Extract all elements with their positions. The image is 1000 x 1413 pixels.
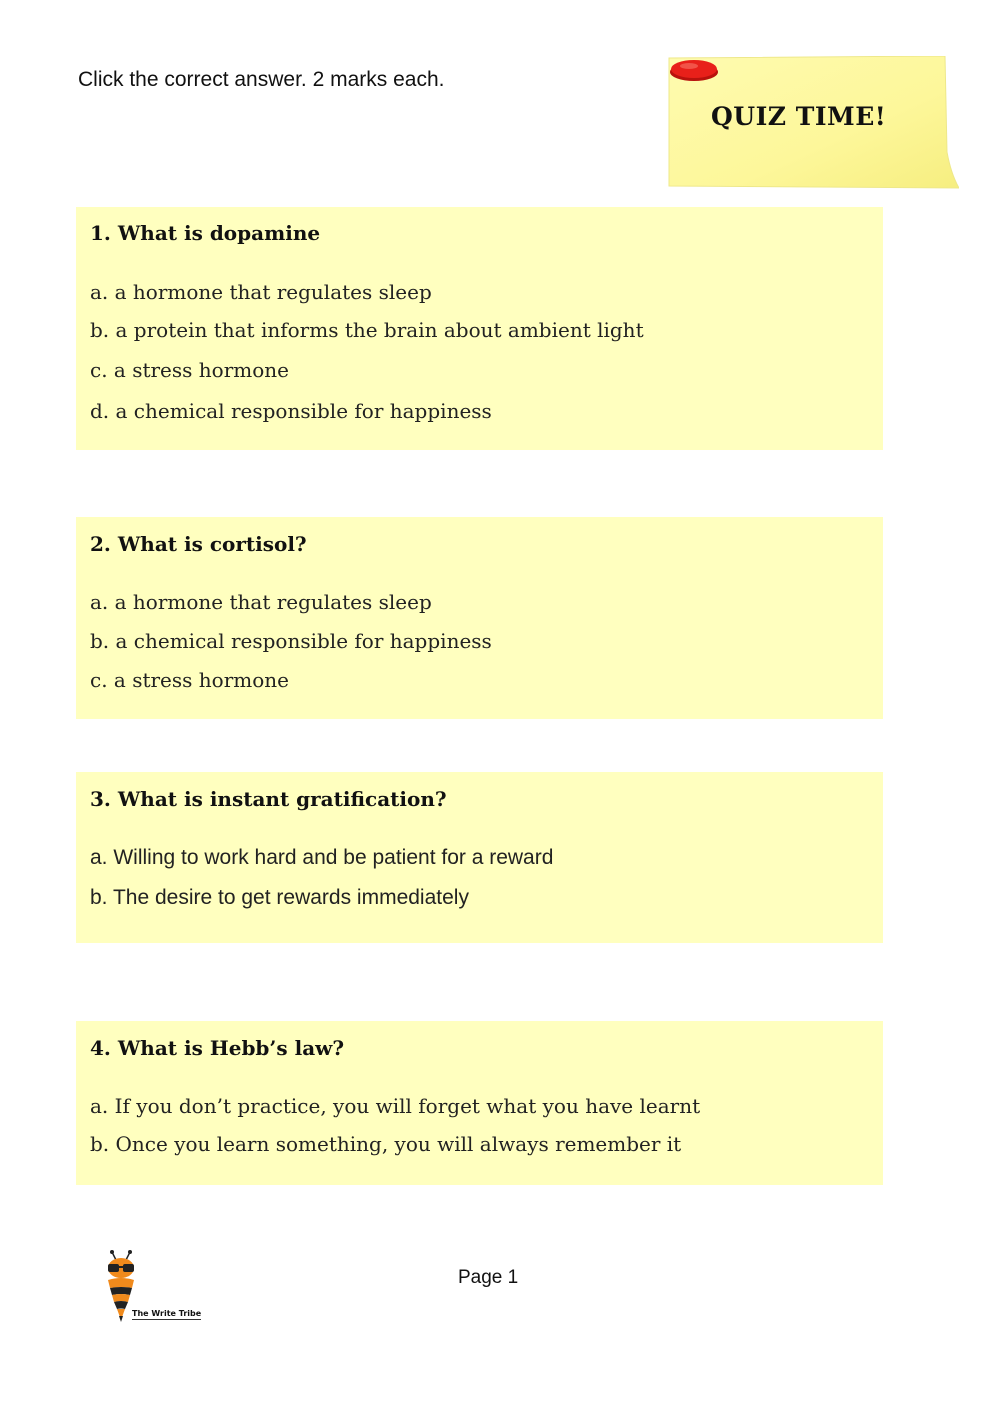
question-2 [76,517,883,719]
question-4 [76,1021,883,1185]
question-2-option-c[interactable]: c. a stress hormone [90,668,289,692]
question-2-title: 2. What is cortisol? [90,532,307,556]
quiz-time-sticky-note [667,56,959,190]
question-1-option-d[interactable]: d. a chemical responsible for happiness [90,399,492,423]
question-1 [76,207,883,450]
question-3-title: 3. What is instant gratification? [90,787,447,811]
question-4-option-a[interactable]: a. If you don’t practice, you will forget what you have learnt [90,1094,701,1118]
question-1-option-a[interactable]: a. a hormone that regulates sleep [90,280,432,304]
quiz-time-title: QUIZ TIME! [711,102,887,131]
page-number: Page 1 [458,1267,519,1288]
question-3-option-a[interactable]: a. Willing to work hard and be patient for a reward [90,846,554,869]
question-1-option-b[interactable]: b. a protein that informs the brain about ambient light [90,318,644,342]
question-4-title: 4. What is Hebb’s law? [90,1036,345,1060]
question-1-option-c[interactable]: c. a stress hormone [90,358,289,382]
question-3-option-b[interactable]: b. The desire to get rewards immediately [90,886,469,909]
question-2-option-b[interactable]: b. a chemical responsible for happiness [90,629,492,653]
question-2-option-a[interactable]: a. a hormone that regulates sleep [90,590,432,614]
question-3 [76,772,883,943]
question-1-title: 1. What is dopamine [90,221,321,245]
pin-icon [667,56,721,84]
instructions: Click the correct answer. 2 marks each. [78,68,445,91]
question-4-option-b[interactable]: b. Once you learn something, you will always remember it [90,1132,682,1156]
logo-text: The Write Tribe [132,1309,202,1318]
write-tribe-logo [96,1250,208,1328]
